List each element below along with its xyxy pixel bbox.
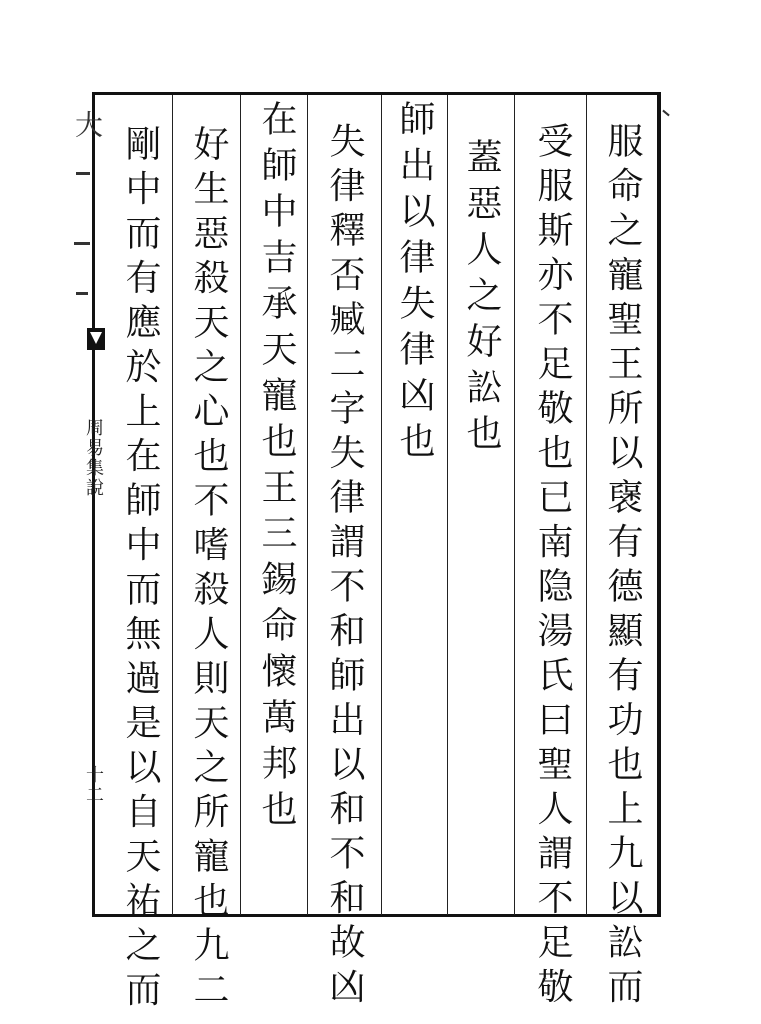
text-column-7: 好生惡殺天之心也不嗜殺人則天之所寵也九二 <box>188 125 229 1015</box>
margin-title-fragment: 大 <box>71 110 104 140</box>
frame-bottom-border <box>92 914 660 917</box>
margin-ink-mark <box>76 292 88 295</box>
frame-top-border <box>92 92 660 95</box>
text-column-3: 蓋惡人之好訟也 <box>461 138 502 460</box>
fishtail-mark <box>87 328 105 350</box>
text-column-5: 失律釋否臧二字失律謂不和師出以和不和故凶 <box>324 122 365 1012</box>
text-column-2: 受服斯亦不足敬也已南隐湯氏曰聖人謂不足敬 <box>532 122 573 1012</box>
margin-ink-mark <box>76 172 90 175</box>
column-rule <box>586 95 587 915</box>
margin-book-title: 周易集說 <box>83 418 104 498</box>
column-rule <box>514 95 515 915</box>
column-rule <box>381 95 382 915</box>
text-column-1: 服命之寵聖王所以襃有德顯有功也上九以訟而 <box>602 122 643 1012</box>
text-column-8: 剛中而有應於上在師中而無過是以自天祐之而 <box>120 125 161 1015</box>
margin-ink-mark <box>74 242 90 245</box>
column-rule <box>307 95 308 915</box>
frame-right-border <box>657 92 661 917</box>
column-rule <box>172 95 173 915</box>
corner-mark <box>662 110 669 117</box>
text-column-6: 在師中吉承天寵也王三錫命懷萬邦也 <box>256 100 297 836</box>
column-rule <box>447 95 448 915</box>
text-column-4: 師出以律失律凶也 <box>394 100 435 468</box>
margin-folio-number: 十二 <box>83 765 104 805</box>
column-rule <box>240 95 241 915</box>
